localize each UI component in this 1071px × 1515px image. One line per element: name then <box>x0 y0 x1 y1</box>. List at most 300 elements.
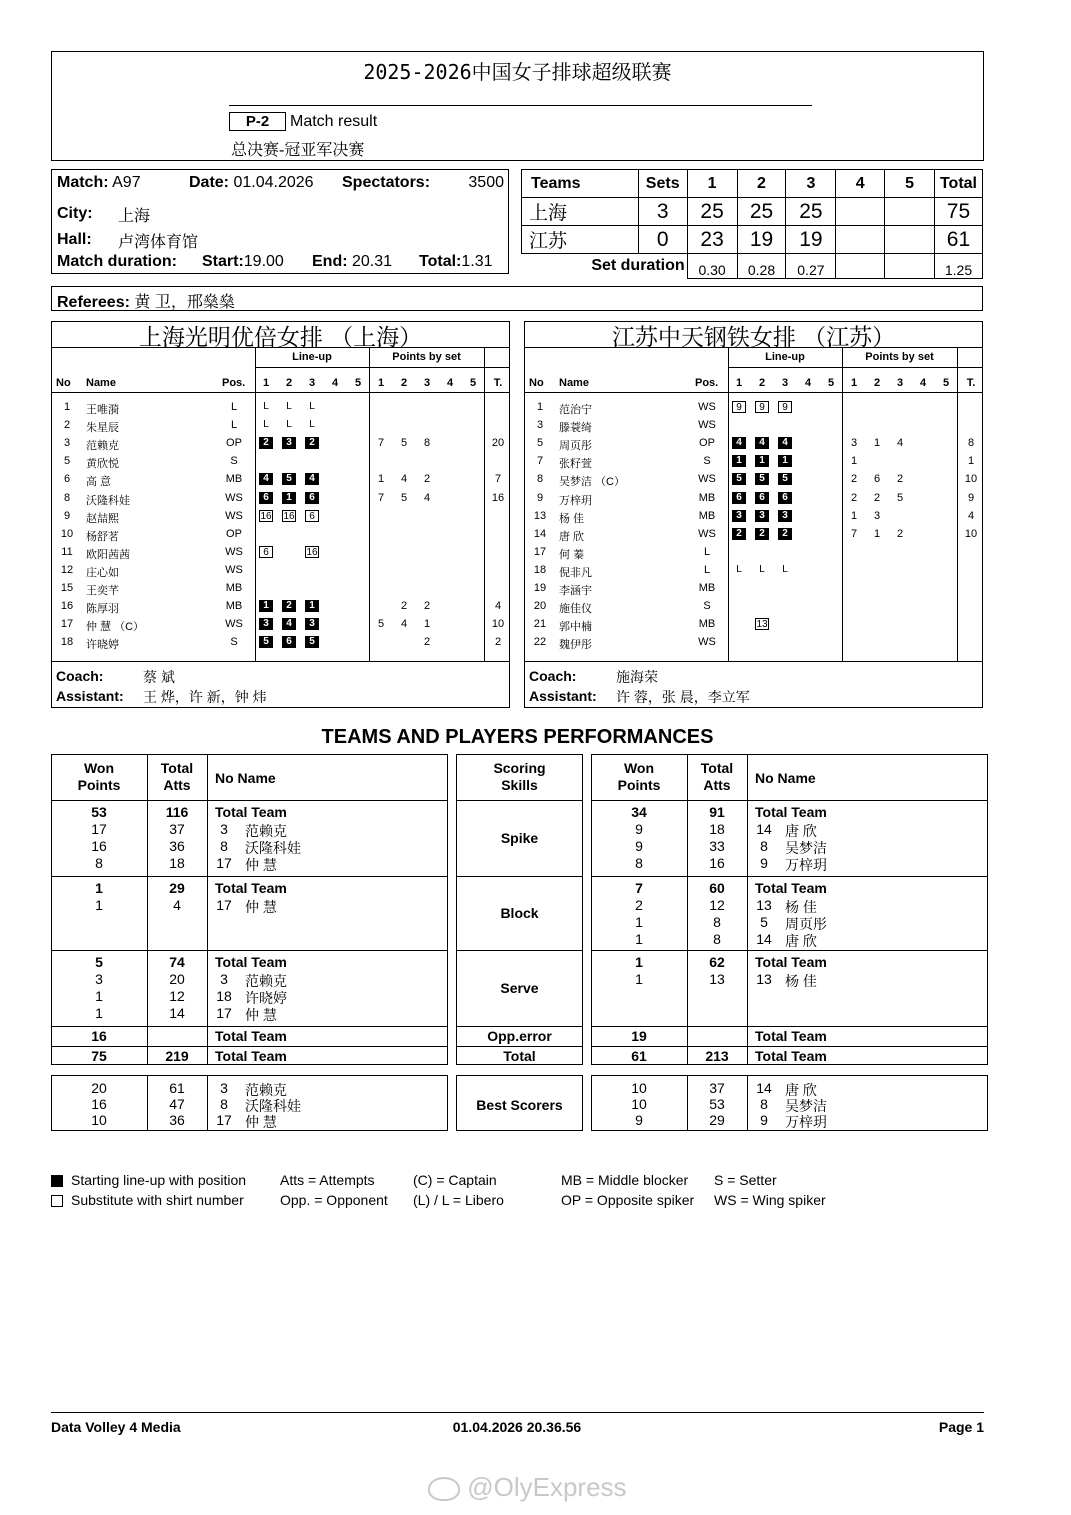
player-number: 22 <box>533 636 547 649</box>
player-total-points: 1 <box>967 455 975 468</box>
total-atts: 16 <box>709 855 725 871</box>
player-name: 吴梦洁 <box>785 840 827 856</box>
player-name: 范赖克 <box>245 973 287 989</box>
lineup-libero-marker: L <box>782 563 788 575</box>
player-shirt-number: 8 <box>220 838 228 854</box>
player-number: 16 <box>60 600 74 613</box>
player-name: 沃隆科娃 <box>86 494 130 507</box>
watermark <box>428 1472 627 1503</box>
coach-label: Coach: <box>56 668 104 684</box>
lineup-start-marker: 1 <box>778 455 792 467</box>
perf-rule <box>591 800 988 801</box>
lineup-sub-marker: 9 <box>732 401 746 413</box>
performances-title: TEAMS AND PLAYERS PERFORMANCES <box>321 726 714 748</box>
lineup-set-num: 2 <box>758 377 766 389</box>
score-team-name: 上海 <box>522 198 639 226</box>
total-away-atts: 213 <box>705 1048 729 1064</box>
perf-col-divider <box>207 754 208 1065</box>
player-set-points: 6 <box>873 473 881 486</box>
player-position: WS <box>225 618 243 631</box>
player-name: 杨 佳 <box>785 973 817 989</box>
match-label: Match: <box>57 174 109 191</box>
player-position: L <box>703 545 711 558</box>
player-name: 万梓玥 <box>785 857 827 873</box>
no-header: No <box>56 377 71 389</box>
lineup-set-num: 4 <box>331 377 339 389</box>
best-total-atts: 53 <box>709 1096 725 1112</box>
total-home-atts: 219 <box>165 1048 189 1064</box>
lineup-start-marker: 3 <box>305 618 319 630</box>
total-atts: 36 <box>169 838 185 854</box>
best-player-name: 唐 欣 <box>785 1082 817 1098</box>
perf-rule <box>51 800 448 801</box>
scores-header-set4: 4 <box>836 170 885 198</box>
player-name: 许晓婷 <box>86 639 119 652</box>
city-value: 上海 <box>118 208 151 225</box>
lineup-start-marker: 3 <box>778 510 792 522</box>
lineup-start-marker: 4 <box>778 437 792 449</box>
points-header: Points by set <box>392 351 461 363</box>
header-total-atts: Total Atts <box>700 760 734 793</box>
best-total-atts: 37 <box>709 1080 725 1096</box>
total-home-won: 75 <box>91 1048 107 1064</box>
lineup-start-marker: 5 <box>305 636 319 648</box>
set-duration-label: Set duration <box>522 254 688 279</box>
player-number: 5 <box>536 437 544 450</box>
start-label: Start: <box>202 253 244 270</box>
points-set-num: 5 <box>469 377 477 389</box>
player-shirt-number: 3 <box>220 971 228 987</box>
team-name: 上海光明优倍女排 （上海） <box>138 325 423 351</box>
perf-rule <box>51 950 448 951</box>
player-name: 施佳仪 <box>559 603 592 616</box>
skill-name: Spike <box>500 830 539 846</box>
player-name: 高 意 <box>86 476 112 489</box>
points-set-num: 2 <box>873 377 881 389</box>
player-number: 11 <box>61 545 73 558</box>
total-atts: 116 <box>165 804 189 820</box>
total-atts: 37 <box>169 821 185 837</box>
lineup-libero-marker: L <box>309 419 315 431</box>
player-shirt-number: 8 <box>760 838 768 854</box>
points-set-num: 1 <box>850 377 858 389</box>
perf-rule <box>456 876 583 877</box>
player-total-points: 4 <box>494 600 502 613</box>
best-shirt-number: 14 <box>756 1080 772 1096</box>
total-atts: 91 <box>709 804 725 820</box>
player-name: 倪非凡 <box>559 566 592 579</box>
match-number: A97 <box>112 174 141 191</box>
player-position: S <box>703 455 711 468</box>
player-position: S <box>230 636 238 649</box>
player-name: 唐 欣 <box>785 933 817 949</box>
team-total-label: Total Team <box>755 804 827 820</box>
set-duration-1: 0.30 <box>687 254 737 279</box>
lineup-start-marker: 4 <box>282 618 296 630</box>
lineup-start-marker: 1 <box>755 455 769 467</box>
lineup-start-marker: 4 <box>755 437 769 449</box>
lineup-libero-marker: L <box>263 401 269 412</box>
pos-header: Pos. <box>222 377 246 389</box>
player-number: 17 <box>60 618 74 631</box>
lineup-set-num: 1 <box>735 377 743 389</box>
lineup-start-marker: 1 <box>282 492 296 504</box>
best-total-atts: 29 <box>709 1112 725 1128</box>
player-number: 20 <box>533 600 547 613</box>
perf-rule <box>51 1026 448 1027</box>
player-name: 范赖克 <box>245 823 287 839</box>
lineup-set-num: 3 <box>308 377 316 389</box>
total-atts: 60 <box>709 880 725 896</box>
footer-left: Data Volley 4 Media <box>51 1419 181 1435</box>
player-set-points: 5 <box>377 618 385 631</box>
lineup-start-marker: 4 <box>305 473 319 485</box>
team-total-label: Total Team <box>215 954 287 970</box>
points-set-num: 2 <box>400 377 408 389</box>
won-points: 1 <box>95 880 103 896</box>
total-header: T. <box>493 377 503 389</box>
player-name: 杨 佳 <box>785 899 817 915</box>
player-number: 6 <box>63 473 71 486</box>
team-name: 江苏中天钢铁女排 （江苏） <box>611 325 896 351</box>
lineup-set-num: 5 <box>827 377 835 389</box>
scores-header-set2: 2 <box>737 170 786 198</box>
won-points: 1 <box>635 954 643 970</box>
score-set2: 19 <box>737 226 786 254</box>
lineup-start-marker: 2 <box>305 437 319 449</box>
lineup-start-marker: 5 <box>732 473 746 485</box>
points-header: Points by set <box>865 351 934 363</box>
legend-item: OP = Opposite spiker <box>561 1192 695 1208</box>
score-sets: 3 <box>638 198 687 226</box>
player-number: 18 <box>533 563 547 576</box>
lineup-libero-marker: L <box>286 401 292 412</box>
set-duration-3: 0.27 <box>786 254 836 279</box>
player-position: OP <box>699 437 715 450</box>
player-set-points: 2 <box>423 636 431 649</box>
lineup-start-marker: 4 <box>732 437 746 449</box>
lineup-start-marker: 2 <box>732 528 746 540</box>
lineup-set-num: 1 <box>262 377 270 389</box>
score-set1: 25 <box>687 198 737 226</box>
best-player-name: 万梓玥 <box>785 1114 827 1130</box>
player-shirt-number: 3 <box>220 821 228 837</box>
best-total-atts: 47 <box>169 1096 185 1112</box>
lineup-sub-marker: 16 <box>283 510 295 522</box>
player-shirt-number: 14 <box>756 821 772 837</box>
coach-name: 施海荣 <box>616 669 658 685</box>
lineup-header: Line-up <box>765 351 805 363</box>
best-shirt-number: 3 <box>220 1080 228 1096</box>
coach-name: 蔡 斌 <box>143 669 175 685</box>
total-label: Total <box>503 1048 536 1064</box>
won-points: 1 <box>95 897 103 913</box>
player-name: 周页彤 <box>785 916 827 932</box>
player-set-points: 2 <box>850 473 858 486</box>
perf-rule <box>456 1026 583 1027</box>
lineup-sub-marker: 6 <box>305 510 319 522</box>
player-set-points: 2 <box>400 600 408 613</box>
best-won-points: 9 <box>635 1112 643 1128</box>
scores-header-set5: 5 <box>885 170 935 198</box>
assistant-names: 许 蓉，张 晨，李立军 <box>616 689 750 705</box>
score-team-name: 江苏 <box>522 226 639 254</box>
perf-col-divider <box>747 754 748 1065</box>
team-total-label: Total Team <box>755 880 827 896</box>
score-set1: 23 <box>687 226 737 254</box>
player-name: 唐 欣 <box>559 530 585 543</box>
city-label: City: <box>57 205 93 222</box>
player-shirt-number: 13 <box>756 971 772 987</box>
player-name: 李涵宇 <box>559 585 592 597</box>
player-set-points: 2 <box>423 600 431 613</box>
best-player-name: 沃隆科娃 <box>245 1098 301 1114</box>
player-number: 8 <box>536 473 544 486</box>
player-position: WS <box>698 473 716 486</box>
player-name: 杨舒茗 <box>86 530 119 543</box>
player-total-points: 20 <box>491 437 505 450</box>
player-set-points: 2 <box>896 527 904 540</box>
header-total-atts: Total Atts <box>160 760 194 793</box>
player-number: 17 <box>533 545 547 558</box>
name-header: Name <box>559 377 589 389</box>
player-number: 9 <box>63 509 71 522</box>
name-header: Name <box>86 377 116 389</box>
lineup-start-marker: 5 <box>755 473 769 485</box>
total-atts: 20 <box>169 971 185 987</box>
player-name: 欧阳茜茜 <box>86 548 130 561</box>
footer-rule <box>51 1412 984 1413</box>
lineup-start-marker: 2 <box>259 437 273 449</box>
lineup-start-marker: 3 <box>282 437 296 449</box>
player-name: 庄心如 <box>86 566 119 579</box>
page-title: 2025-2026中国女子排球超级联赛 <box>363 60 672 84</box>
set-duration-total: 1.25 <box>934 254 982 279</box>
legend-item: Opp. = Opponent <box>280 1192 388 1208</box>
won-points: 34 <box>631 804 647 820</box>
player-number: 15 <box>60 582 74 594</box>
total-atts: 8 <box>713 914 721 930</box>
player-name: 仲 慧 <box>245 899 277 915</box>
player-total-points: 10 <box>491 618 505 631</box>
player-shirt-number: 17 <box>216 1005 232 1021</box>
player-number: 9 <box>536 491 544 504</box>
points-set-num: 3 <box>896 377 904 389</box>
player-position: L <box>230 419 238 432</box>
player-position: S <box>703 600 711 613</box>
header-scoring-skills: Scoring Skills <box>493 760 546 793</box>
player-set-points: 7 <box>377 437 385 450</box>
player-position: WS <box>225 563 243 576</box>
lineup-start-marker: 5 <box>778 473 792 485</box>
player-name: 何 蓁 <box>559 548 585 561</box>
player-total-points: 10 <box>964 473 978 486</box>
player-set-points: 2 <box>423 473 431 486</box>
player-name: 滕蓑绮 <box>559 422 592 435</box>
legend-start-swatch <box>51 1175 63 1187</box>
player-name: 许晓婷 <box>245 990 287 1006</box>
perf-rule <box>591 1026 988 1027</box>
total-atts: 12 <box>709 897 725 913</box>
player-name: 朱星辰 <box>86 422 119 435</box>
legend-item: (C) = Captain <box>413 1172 497 1188</box>
scores-header-set3: 3 <box>786 170 836 198</box>
player-position: WS <box>698 401 716 413</box>
legend-item: Substitute with shirt number <box>71 1192 244 1208</box>
player-number: 21 <box>533 618 547 631</box>
team-total-label: Total Team <box>215 880 287 896</box>
player-position: L <box>703 563 711 576</box>
player-total-points: 10 <box>964 527 978 540</box>
assistant-label: Assistant: <box>529 688 597 704</box>
lineup-start-marker: 5 <box>259 636 273 648</box>
best-won-points: 10 <box>91 1112 107 1128</box>
player-position: WS <box>698 527 716 540</box>
player-set-points: 4 <box>400 618 408 631</box>
player-shirt-number: 18 <box>216 988 232 1004</box>
duration-label: Match duration: <box>57 253 177 270</box>
player-name: 郭中楠 <box>559 621 592 634</box>
won-points: 3 <box>95 971 103 987</box>
header-name: No Name <box>755 770 816 786</box>
opp-error-away-name: Total Team <box>755 1028 827 1044</box>
scores-header-set1: 1 <box>687 170 737 198</box>
hall-label: Hall: <box>57 231 92 248</box>
player-total-points: 7 <box>494 473 502 486</box>
player-number: 1 <box>63 401 71 413</box>
score-set3: 25 <box>786 198 836 226</box>
lineup-start-marker: 6 <box>778 492 792 504</box>
points-set-num: 4 <box>919 377 927 389</box>
player-total-points: 4 <box>967 509 975 522</box>
total-away-name: Total Team <box>755 1048 827 1064</box>
player-set-points: 1 <box>377 473 385 486</box>
opp-error-away: 19 <box>631 1028 647 1044</box>
legend <box>51 1172 951 1212</box>
set-duration-2: 0.28 <box>737 254 786 279</box>
total-atts: 18 <box>709 821 725 837</box>
total-atts: 8 <box>713 931 721 947</box>
header-won-points: Won Points <box>617 760 661 793</box>
lineup-start-marker: 2 <box>282 600 296 612</box>
team-total-label: Total Team <box>755 954 827 970</box>
lineup-start-marker: 6 <box>755 492 769 504</box>
player-number: 7 <box>536 455 544 468</box>
lineup-sub-marker: 9 <box>755 401 769 413</box>
lineup-set-num: 3 <box>781 377 789 389</box>
player-number: 1 <box>536 401 544 413</box>
end-label: End: <box>312 253 348 270</box>
player-set-points: 5 <box>400 491 408 504</box>
player-name: 吴梦洁 （C） <box>559 476 625 489</box>
score-set3: 19 <box>786 226 836 254</box>
won-points: 1 <box>95 988 103 1004</box>
player-set-points: 5 <box>400 437 408 450</box>
player-name: 万梓玥 <box>559 494 592 507</box>
lineup-set-num: 5 <box>354 377 362 389</box>
skill-name: Serve <box>500 980 539 996</box>
lineup-start-marker: 2 <box>755 528 769 540</box>
player-total-points: 16 <box>491 491 505 504</box>
won-points: 1 <box>635 931 643 947</box>
total-atts: 62 <box>709 954 725 970</box>
won-points: 9 <box>635 821 643 837</box>
player-name: 唐 欣 <box>785 823 817 839</box>
lineup-header: Line-up <box>292 351 332 363</box>
total-atts: 74 <box>169 954 185 970</box>
report-name: Match result <box>290 113 378 130</box>
won-points: 17 <box>91 821 107 837</box>
footer-center: 01.04.2026 20.36.56 <box>452 1419 582 1435</box>
won-points: 1 <box>635 971 643 987</box>
player-name: 黄欣悦 <box>86 458 119 471</box>
player-name: 魏伊彤 <box>559 639 592 652</box>
lineup-start-marker: 4 <box>259 473 273 485</box>
player-number: 14 <box>533 527 547 540</box>
perf-col-divider <box>207 1075 208 1131</box>
player-shirt-number: 5 <box>760 914 768 930</box>
legend-item: Atts = Attempts <box>280 1172 375 1188</box>
start-value: 19.00 <box>243 253 284 270</box>
player-set-points: 1 <box>850 509 858 522</box>
player-set-points: 4 <box>423 491 431 504</box>
lineup-start-marker: 1 <box>305 600 319 612</box>
total-atts: 4 <box>173 897 181 913</box>
perf-rule <box>456 950 583 951</box>
player-number: 8 <box>63 491 71 504</box>
total-atts: 18 <box>169 855 185 871</box>
won-points: 53 <box>91 804 107 820</box>
best-won-points: 10 <box>631 1096 647 1112</box>
player-name: 王唯漪 <box>86 404 119 416</box>
player-number: 5 <box>63 455 71 468</box>
won-points: 8 <box>95 855 103 871</box>
watermark-text: @OlyExpress <box>467 1472 627 1502</box>
total-atts: 33 <box>709 838 725 854</box>
legend-item: S = Setter <box>714 1172 777 1188</box>
legend-item: (L) / L = Libero <box>413 1192 504 1208</box>
player-position: WS <box>698 419 716 432</box>
player-name: 杨 佳 <box>559 512 585 525</box>
won-points: 1 <box>635 914 643 930</box>
score-total: 61 <box>934 226 982 254</box>
player-position: OP <box>226 527 242 540</box>
footer-right: Page 1 <box>938 1419 984 1435</box>
points-set-num: 1 <box>377 377 385 389</box>
player-position: MB <box>225 582 243 594</box>
player-set-points: 1 <box>423 618 431 631</box>
player-number: 19 <box>533 582 547 594</box>
player-number: 18 <box>60 636 74 649</box>
player-position: WS <box>225 545 243 558</box>
legend-item: WS = Wing spiker <box>714 1192 826 1208</box>
player-name: 范治宁 <box>559 404 592 416</box>
coach-label: Coach: <box>529 668 577 684</box>
player-number: 10 <box>60 527 74 540</box>
player-number: 13 <box>533 509 547 522</box>
player-name: 陈厚羽 <box>86 603 119 616</box>
score-total: 75 <box>934 198 982 226</box>
total-atts: 12 <box>169 988 185 1004</box>
player-position: MB <box>698 582 716 594</box>
points-set-num: 4 <box>446 377 454 389</box>
lineup-start-marker: 3 <box>259 618 273 630</box>
player-shirt-number: 13 <box>756 897 772 913</box>
won-points: 8 <box>635 855 643 871</box>
player-name: 范赖克 <box>86 440 119 453</box>
best-player-name: 仲 慧 <box>245 1114 277 1130</box>
player-name: 仲 慧 <box>245 1007 277 1023</box>
